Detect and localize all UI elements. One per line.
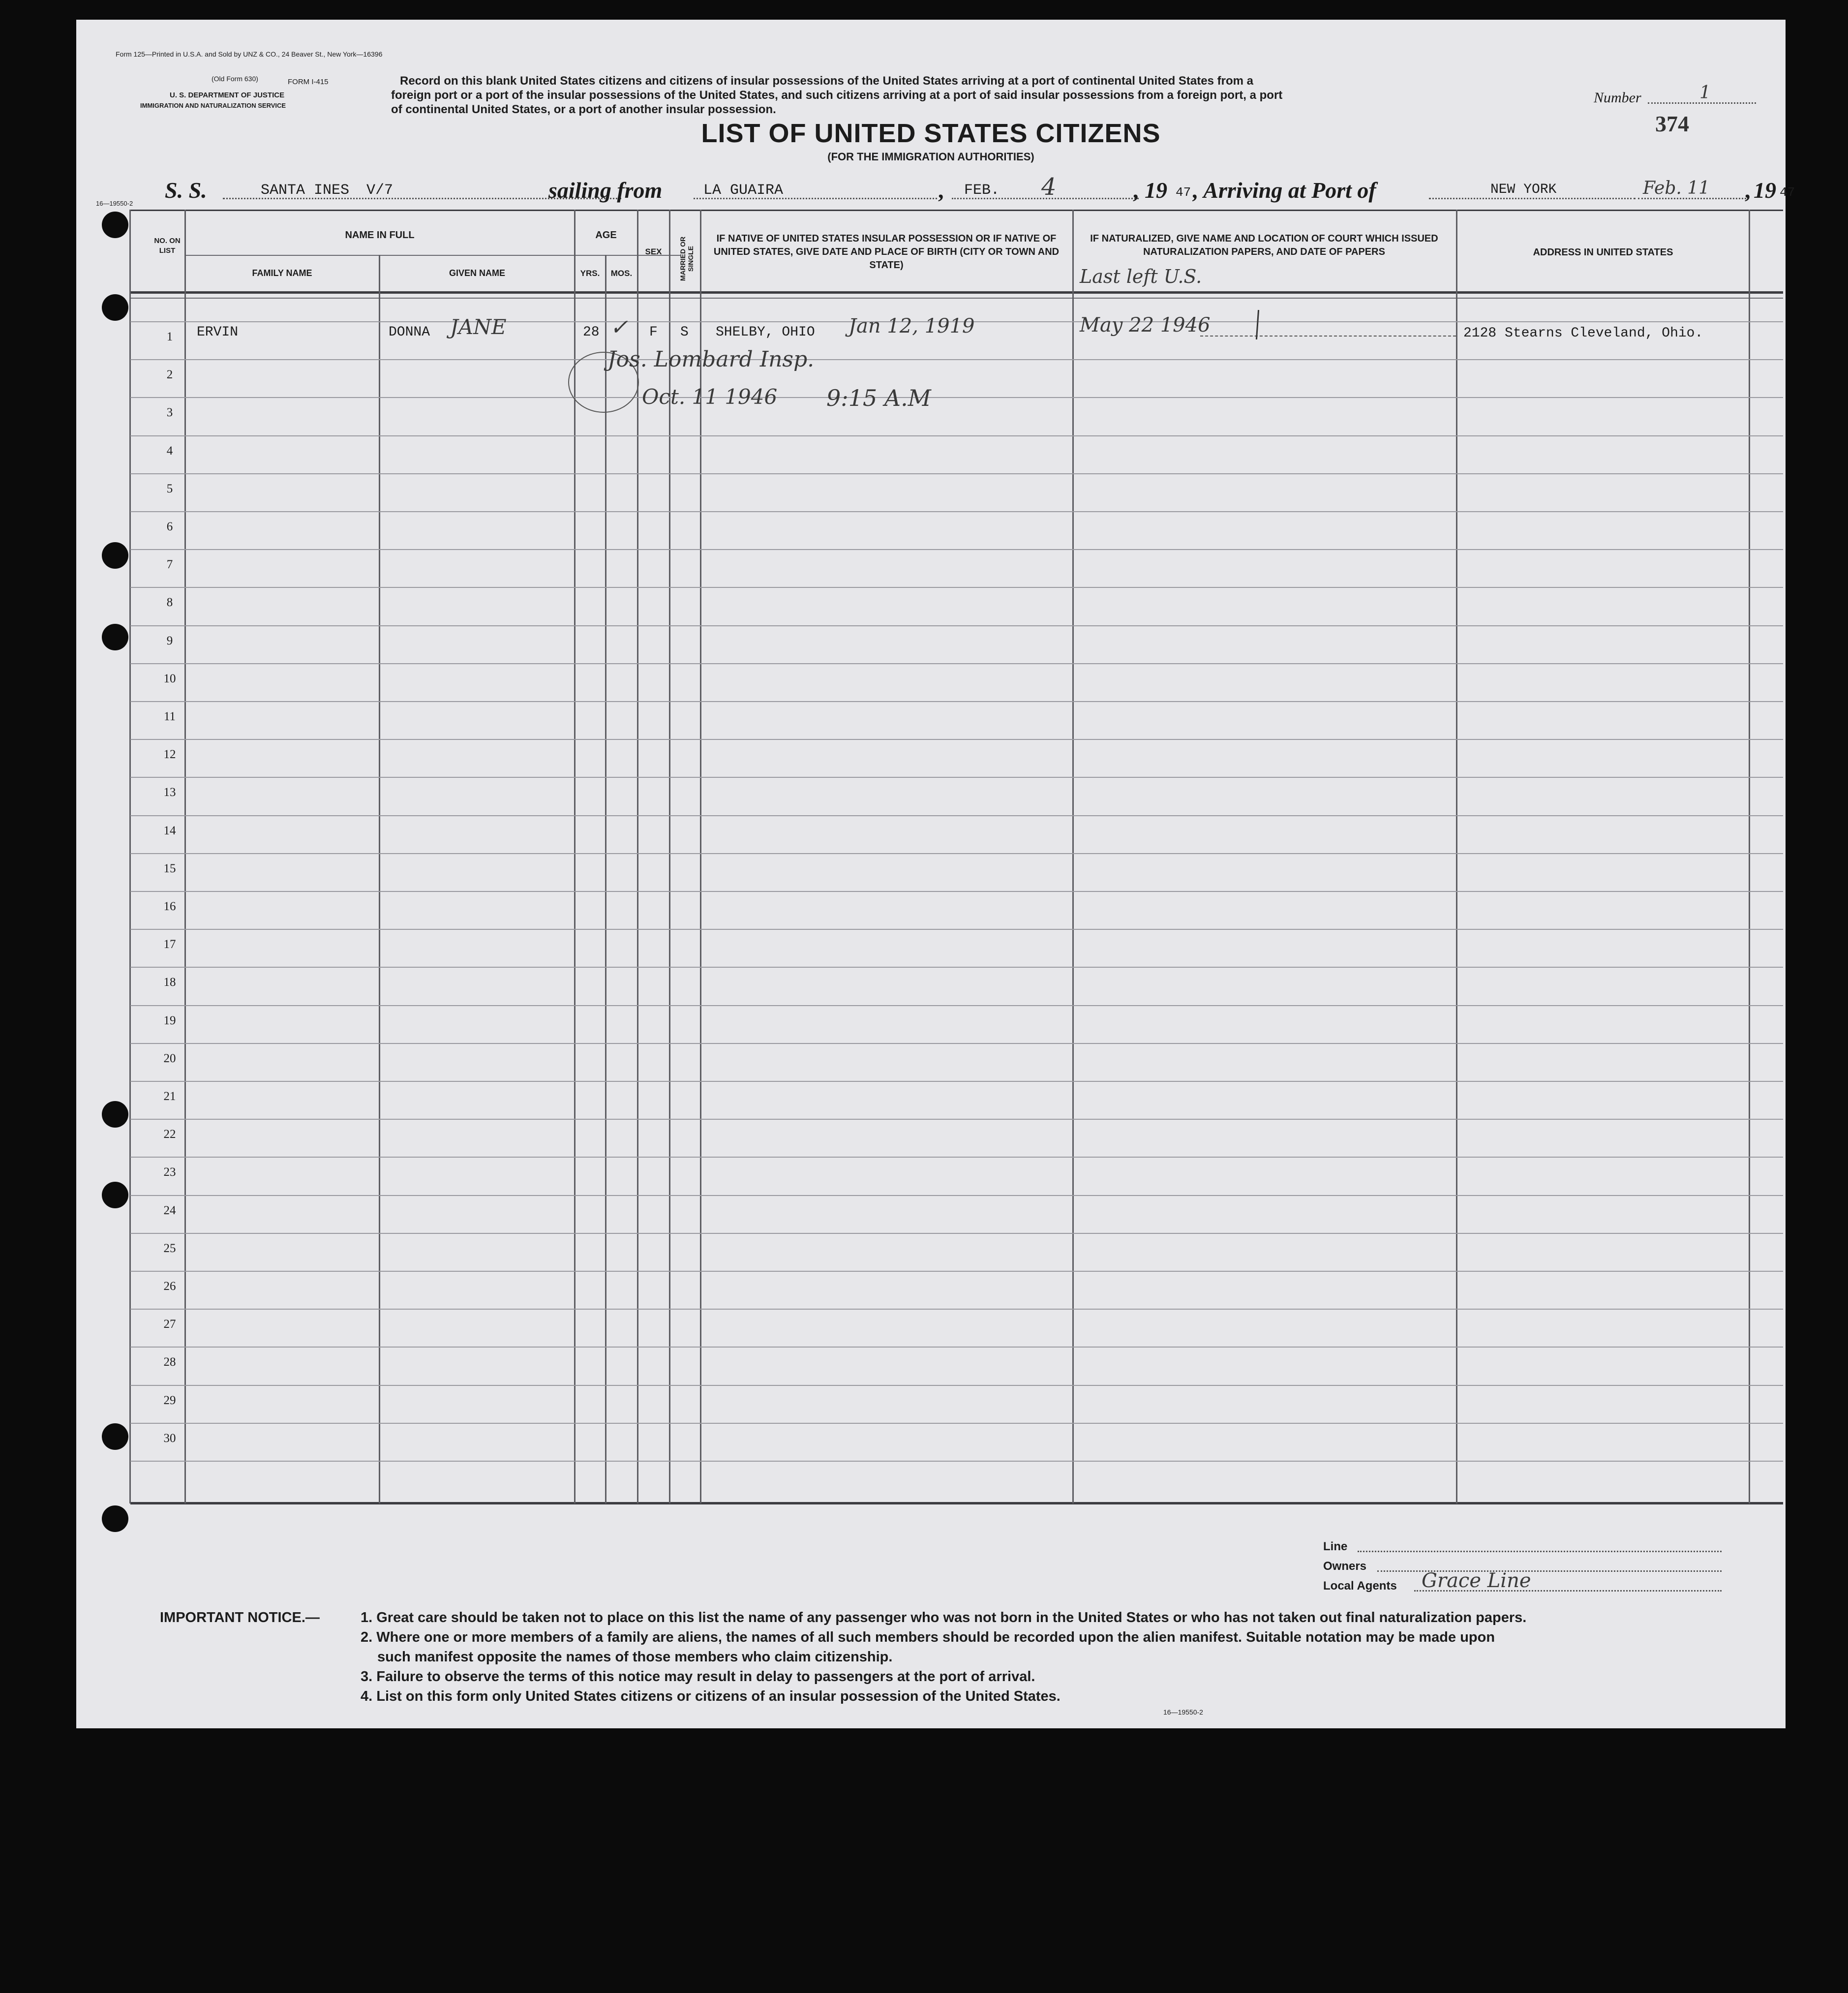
department-name: U. S. DEPARTMENT OF JUSTICE (170, 91, 285, 99)
table-bottom-border (130, 1502, 1783, 1504)
form-printer-line: Form 125—Printed in U.S.A. and Sold by UNZ & CO., 24 Beaver St., New York—16396 (116, 50, 383, 58)
header-native-birthplace: IF NATIVE OF UNITED STATES INSULAR POSSESSION OR IF NATIVE OF UNITED STATES, GIVE DATE AND PLACE OF BIRTH (CITY OR TOWN AND STATE) (713, 233, 1060, 271)
row-line (130, 1309, 1783, 1310)
row-line (130, 663, 1783, 664)
row-number: 16 (163, 900, 176, 913)
line-blank (1358, 1551, 1722, 1552)
instruction-line-3: of continental United States, or a port of another insular possession. (391, 103, 776, 116)
row-line (130, 815, 1783, 816)
row-number: 20 (163, 1052, 176, 1065)
row-number: 22 (163, 1128, 176, 1141)
depart-day: 4 (1041, 173, 1057, 201)
row-line (130, 435, 1783, 436)
arrival-year: 47 (1780, 185, 1795, 200)
entry-family-name: ERVIN (197, 325, 239, 340)
comma: , (938, 178, 944, 203)
header-sex: SEX (645, 247, 662, 256)
form-code: 16—19550-2 (96, 200, 133, 207)
row-number: 23 (163, 1165, 176, 1179)
entry-naturalization-date: May 22 1946 (1080, 314, 1211, 337)
row-number: 21 (163, 1090, 176, 1103)
punch-hole (102, 542, 128, 569)
notice-1: 1. Great care should be taken not to place on this list the name of any passenger who was not born in the United States or who has not taken out final naturalization papers. (361, 1610, 1527, 1625)
row-line (130, 1271, 1783, 1272)
header-naturalized: IF NATURALIZED, GIVE NAME AND LOCATION OF COURT WHICH ISSUED NATURALIZATION PAPERS, AND DATE OF PAPERS (1090, 233, 1438, 257)
row-line (130, 929, 1783, 930)
stamp-number: 374 (1655, 111, 1689, 136)
row-number: 18 (163, 976, 176, 989)
depart-year: 47 (1176, 185, 1191, 200)
instruction-text (391, 74, 1282, 117)
notice-2: 2. Where one or more members of a family are aliens, the names of all such members should be recorded upon the alien manifest. Suitable notation may be made upon (361, 1629, 1495, 1645)
row-number: 11 (163, 710, 176, 723)
ship-name: SANTA INES (261, 182, 350, 199)
arrival-port-blank (1429, 198, 1636, 199)
row-line (130, 1347, 1783, 1348)
row-line (130, 397, 1783, 398)
header-address: ADDRESS IN UNITED STATES (1533, 247, 1673, 258)
header-no-on-list: NO. ON LIST (154, 237, 181, 255)
page-subtitle: (FOR THE IMMIGRATION AUTHORITIES) (827, 151, 1034, 163)
punch-hole (102, 624, 128, 650)
row-line (130, 625, 1783, 626)
row-line (130, 473, 1783, 474)
row-number: 26 (163, 1280, 176, 1293)
row-line (130, 853, 1783, 854)
row-number: 17 (163, 938, 176, 951)
header-family-name: FAMILY NAME (252, 268, 312, 278)
punch-hole (102, 294, 128, 321)
row-line (130, 511, 1783, 512)
notice-4: 4. List on this form only United States citizens or citizens of an insular possession of the United States. (361, 1688, 1060, 1704)
header-age: AGE (595, 230, 617, 241)
row-line (130, 549, 1783, 550)
entry-address: 2128 Stearns Cleveland, Ohio. (1463, 326, 1703, 341)
header-months: MOS. (610, 269, 633, 278)
check-mark: ✓ (610, 315, 628, 340)
row-line (130, 777, 1783, 778)
arrival-year-prefix: 19 (1754, 178, 1776, 203)
row-line (130, 587, 1783, 588)
inspector-signature: Jos. Lombard Insp. (607, 347, 815, 372)
inspection-time: 9:15 A.M (826, 385, 931, 411)
instruction-line-1: Record on this blank United States citizens and citizens of insular possessions of the United States arriving at a port of continental United States from a (400, 74, 1253, 88)
owners-label: Owners (1323, 1560, 1367, 1573)
row-line (130, 1119, 1783, 1120)
header-name-in-full: NAME IN FULL (345, 230, 415, 241)
row-number: 6 (166, 520, 173, 533)
local-agents-label: Local Agents (1323, 1579, 1397, 1593)
punch-hole (102, 1182, 128, 1208)
row-number: 14 (163, 824, 176, 837)
sailing-label: sailing from (548, 178, 663, 203)
arrival-port: NEW YORK (1490, 182, 1557, 197)
entry-dash-leader (1200, 336, 1456, 337)
instruction-line-2: foreign port or a port of the insular possessions of the United States, and such citizens arriving at a port of said insular possessions from a foreign port, a port (391, 89, 1283, 102)
manifest-page (76, 20, 1795, 1728)
row-number: 19 (163, 1014, 176, 1027)
row-number: 1 (166, 330, 173, 343)
row-number: 8 (166, 596, 173, 609)
row-line (130, 1423, 1783, 1424)
row-line (130, 701, 1783, 702)
arrival-date: Feb. 11 (1643, 178, 1710, 198)
voyage-number: V/7 (366, 182, 394, 199)
row-number: 28 (163, 1355, 176, 1369)
form-number: FORM I-415 (288, 78, 329, 86)
row-number: 7 (166, 558, 173, 571)
row-line (130, 1461, 1783, 1462)
row-number: 24 (163, 1204, 176, 1217)
page-title: LIST OF UNITED STATES CITIZENS (701, 119, 1161, 148)
row-line (130, 1195, 1783, 1196)
depart-year-prefix: 19 (1145, 178, 1167, 203)
punch-hole (102, 1505, 128, 1532)
row-number: 5 (166, 482, 173, 495)
depart-month: FEB. (964, 182, 1000, 199)
notice-3: 3. Failure to observe the terms of this notice may result in delay to passengers at the port of arrival. (361, 1669, 1035, 1685)
header-given-name: GIVEN NAME (449, 268, 505, 278)
header-married-or-single: MARRIED OR SINGLE (679, 236, 695, 281)
row-line (130, 1233, 1783, 1234)
entry-birthplace: SHELBY, OHIO (716, 325, 815, 340)
comma: , (1745, 178, 1751, 203)
entry-naturalization-note: Last left U.S. (1080, 266, 1202, 287)
row-number: 2 (166, 368, 173, 381)
punch-hole (102, 1101, 128, 1128)
row-number: 29 (163, 1394, 176, 1407)
table-top-border (130, 210, 1783, 211)
header-years: YRS. (580, 269, 600, 278)
row-number: 12 (163, 748, 176, 761)
entry-given-name: DONNA (389, 325, 430, 340)
punch-hole (102, 212, 128, 238)
row-number: 25 (163, 1242, 176, 1255)
bottom-form-code: 16—19550-2 (1163, 1708, 1203, 1716)
row-number: 3 (166, 406, 173, 419)
row-line (130, 739, 1783, 740)
entry-birth-date: Jan 12, 1919 (848, 315, 975, 337)
important-notice-label: IMPORTANT NOTICE.— (160, 1610, 320, 1625)
line-label: Line (1323, 1540, 1348, 1553)
header-bottom-border (130, 291, 1783, 294)
ss-label: S. S. (165, 178, 207, 203)
row-number: 13 (163, 786, 176, 799)
entry-given-name-handwritten: JANE (450, 315, 507, 339)
column-divider (605, 255, 606, 1503)
header-double-rule (130, 298, 1783, 299)
row-line (130, 1157, 1783, 1158)
row-number: 30 (163, 1432, 176, 1445)
entry-age: 28 (583, 325, 600, 340)
from-port: LA GUAIRA (703, 182, 784, 199)
inspection-date: Oct. 11 1946 (642, 385, 778, 409)
punch-hole (102, 1423, 128, 1450)
local-agents-value: Grace Line (1422, 1569, 1531, 1592)
row-number: 15 (163, 862, 176, 875)
row-line (130, 1081, 1783, 1082)
row-line (130, 1385, 1783, 1386)
entry-marital: S (680, 325, 689, 340)
column-divider (379, 255, 380, 1503)
row-number: 9 (166, 634, 173, 647)
row-line (130, 1005, 1783, 1006)
comma: , (1133, 178, 1139, 203)
row-line (130, 1043, 1783, 1044)
row-number: 27 (163, 1318, 176, 1331)
row-line (130, 359, 1783, 360)
service-name: IMMIGRATION AND NATURALIZATION SERVICE (140, 102, 286, 109)
row-number: 4 (166, 444, 173, 458)
row-number: 10 (163, 672, 176, 685)
row-line (130, 967, 1783, 968)
notice-2-continued: such manifest opposite the names of those members who claim citizenship. (377, 1649, 893, 1665)
arriving-label: , Arriving at Port of (1193, 178, 1376, 203)
row-line (130, 891, 1783, 892)
old-form-number: (Old Form 630) (212, 75, 258, 83)
number-label: Number (1594, 90, 1641, 106)
number-value: 1 (1699, 83, 1711, 103)
entry-sex: F (649, 325, 658, 340)
